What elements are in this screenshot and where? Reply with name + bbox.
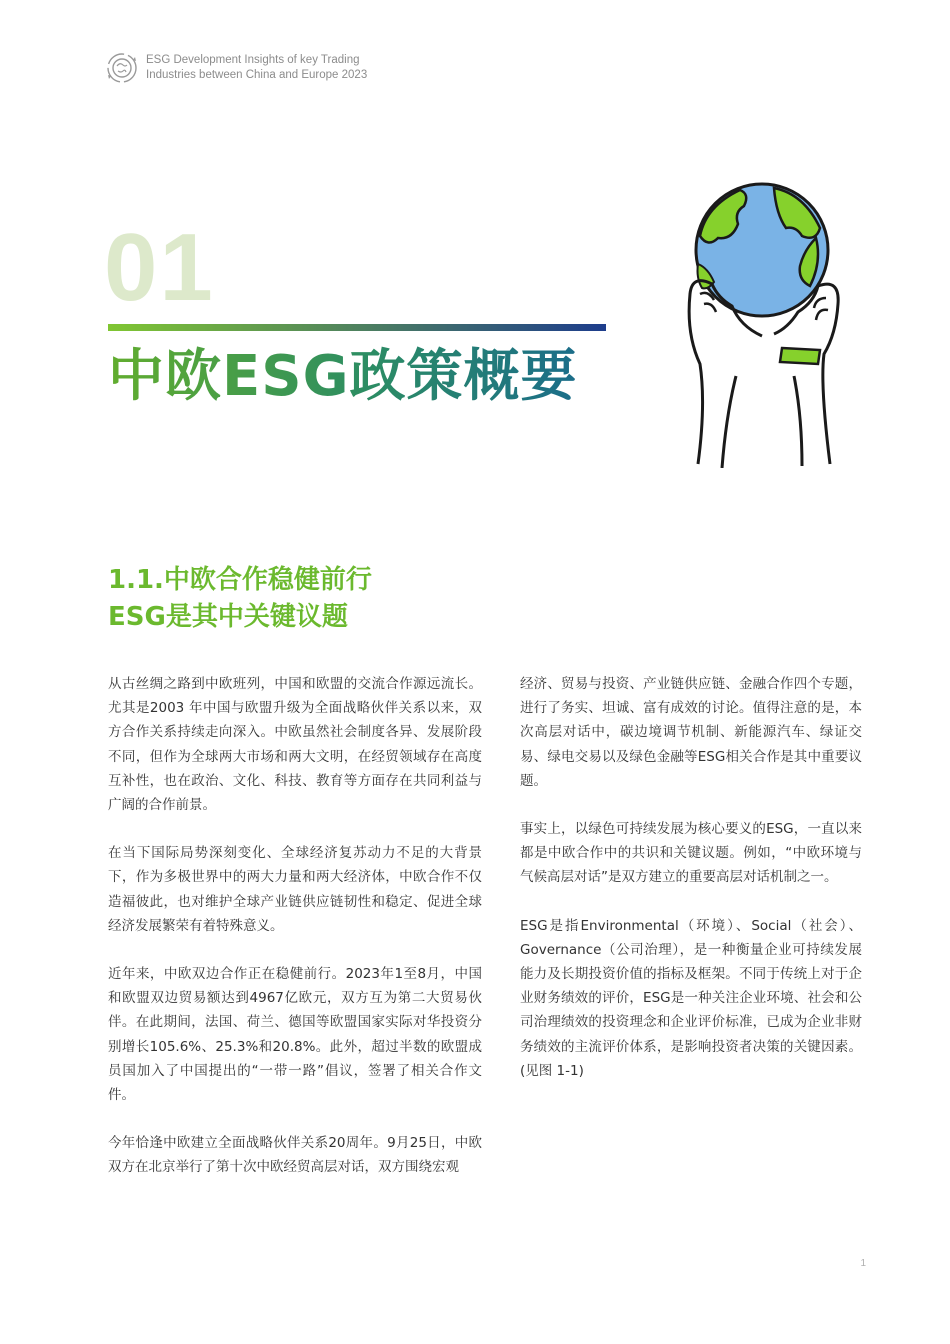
paragraph: 近年来，中欧双边合作正在稳健前行。2023年1至8月，中国和欧盟双边贸易额达到4967亿欧元，双方互为第二大贸易伙伴。在此期间，法国、荷兰、德国等欧盟国家实际对华投资分别增长105.6%、25.3%和20.8%。此外，超过半数的欧盟成员国加入了中国提出的“一带一路”倡议，签署了相关合作文件。 [108,966,482,1104]
circular-arrows-globe-icon [106,52,138,84]
paragraph: ESG是指Environmental（环境）、Social（社会）、Governance（公司治理），是一种衡量企业可持续发展能力及长期投资价值的指标及框架。不同于传统上对于企业财务绩效的评价，ESG是一种关注企业环境、社会和公司治理绩效的投资理念和企业评价标准，已成为企业非财务绩效的主流评价体系，是影响投资者决策的关键因素。(见图 1-1) [520,917,862,1079]
chapter-divider-bar [108,324,606,331]
paragraph: 今年恰逢中欧建立全面战略伙伴关系20周年。9月25日，中欧双方在北京举行了第十次中欧经贸高层对话，双方围绕宏观 [108,1135,482,1176]
paragraph: 在当下国际局势深刻变化、全球经济复苏动力不足的大背景下，作为多极世界中的两大力量和两大经济体，中欧合作不仅造福彼此，也对维护全球产业链供应链韧性和稳定、促进全球经济发展繁荣有着特殊意义。 [108,845,482,934]
page-number: 1 [860,1258,866,1269]
section-title-line2: ESG是其中关键议题 [108,602,348,632]
section-title [108,562,372,636]
chapter-number: 01 [104,214,215,321]
paragraph: 从古丝绸之路到中欧班列，中国和欧盟的交流合作源远流长。尤其是2003 年中国与欧盟升级为全面战略伙伴关系以来，双方合作关系持续走向深入。中欧虽然社会制度各异、发展阶段不同，但作为全球两大市场和两大文明，在经贸领域存在高度互补性，也在政治、文化、科技、教育等方面存在共同利益与广阔的合作前景。 [108,676,482,814]
paragraph: 经济、贸易与投资、产业链供应链、金融合作四个专题，进行了务实、坦诚、富有成效的讨论。值得注意的是，本次高层对话中，碳边境调节机制、新能源汽车、绿证交易、绿电交易以及绿色金融等ESG相关合作是其中重要议题。 [520,676,862,789]
left-text-column [108,672,482,1204]
hands-holding-globe-icon [676,176,848,468]
chapter-title: 中欧ESG政策概要 [108,342,578,412]
header-title-line2: Industries between China and Europe 2023 [146,69,368,81]
header-title-line1: ESG Development Insights of key Trading [146,54,360,66]
document-header [106,52,367,84]
right-text-column [520,672,862,1107]
section-title-line1: 1.1.中欧合作稳健前行 [108,565,372,595]
paragraph: 事实上，以绿色可持续发展为核心要义的ESG，一直以来都是中欧合作中的共识和关键议题。例如，“中欧环境与气候高层对话”是双方建立的重要高层对话机制之一。 [520,821,862,886]
